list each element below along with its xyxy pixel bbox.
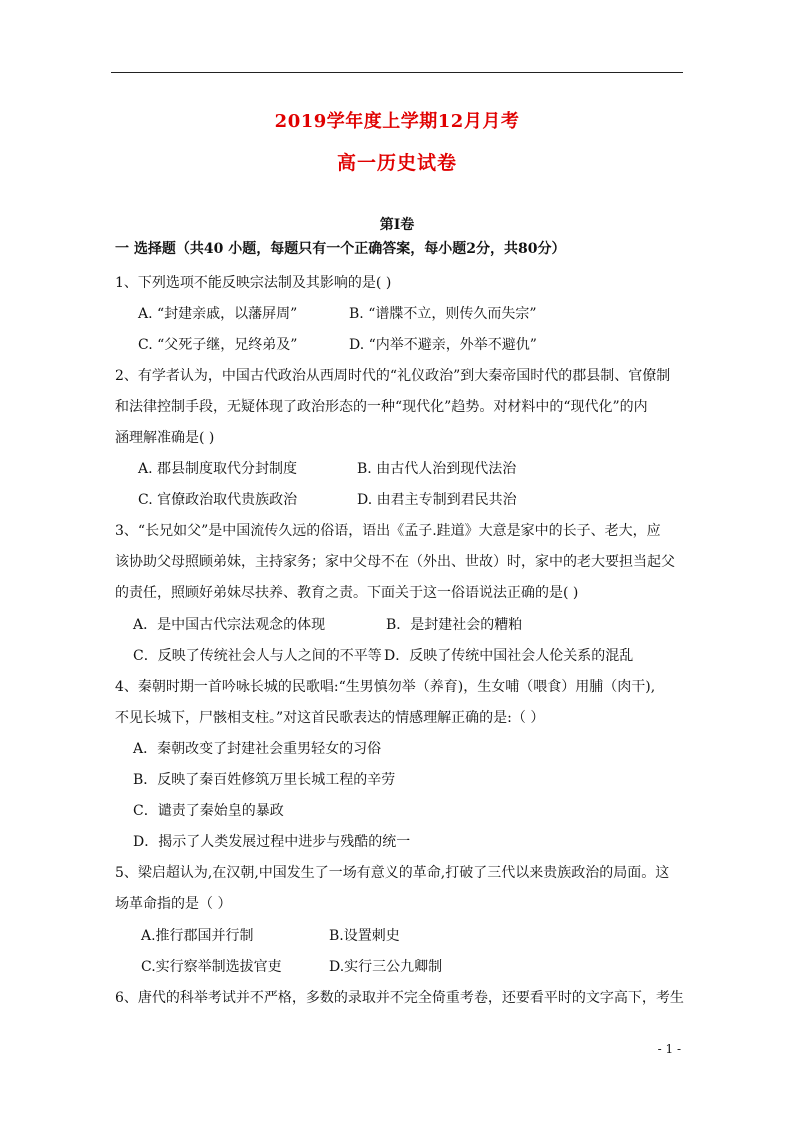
- question-3-option-b: B．是封建社会的糟粕: [386, 617, 523, 633]
- question-2-option-a: A. 郡县制度取代分封制度: [138, 461, 298, 477]
- question-5-option-c: C.实行察举制选拔官吏: [141, 959, 282, 975]
- question-5-stem-line-2: 场革命指的是（ ）: [115, 896, 232, 912]
- question-1-option-d: D. “内举不避亲，外举不避仇”: [349, 337, 537, 353]
- question-2-option-c: C. 官僚政治取代贵族政治: [138, 492, 298, 508]
- question-3-option-c: C．反映了传统社会人与人之间的不平等: [133, 648, 382, 664]
- question-5-stem-line-1: 5、梁启超认为,在汉朝,中国发生了一场有意义的革命,打破了三代以来贵族政治的局面。这: [115, 865, 670, 881]
- question-5-option-d: D.实行三公九卿制: [329, 959, 443, 975]
- top-rule: [111, 72, 683, 73]
- question-4-option-b: B．反映了秦百姓修筑万里长城工程的辛劳: [133, 772, 396, 788]
- question-3-stem-line-3: 的责任，照顾好弟妹尽扶养、教育之责。下面关于这一俗语说法正确的是( ): [115, 585, 579, 601]
- question-3-option-a: A．是中国古代宗法观念的体现: [133, 617, 326, 633]
- question-1-stem-line: 1、下列选项不能反映宗法制及其影响的是( ): [115, 275, 392, 291]
- question-5-option-b: B.设置刺史: [329, 928, 400, 944]
- question-2-stem-line-3: 涵理解准确是( ): [115, 430, 215, 446]
- question-2-option-b: B. 由古代人治到现代法治: [357, 461, 517, 477]
- section-heading: 一 选择题（共40 小题，每题只有一个正确答案，每小题2分，共80分）: [115, 241, 566, 257]
- question-3-option-d: D．反映了传统中国社会人伦关系的混乱: [384, 648, 634, 664]
- question-1-option-c: C. “父死子继，兄终弟及”: [138, 337, 298, 353]
- question-4-option-d: D．揭示了人类发展过程中进步与残酷的统一: [133, 834, 411, 850]
- question-1-option-b: B. “谱牒不立，则传久而失宗”: [349, 306, 537, 322]
- question-3-stem-line-2: 该协助父母照顾弟妹，主持家务；家中父母不在（外出、世故）时，家中的老大要担当起父: [115, 554, 675, 570]
- question-5-option-a: A.推行郡国并行制: [141, 928, 254, 944]
- question-4-option-a: A．秦朝改变了封建社会重男轻女的习俗: [133, 741, 382, 757]
- question-2-stem-line-1: 2、有学者认为，中国古代政治从西周时代的“礼仪政治”到大秦帝国时代的郡县制、官僚制: [115, 368, 671, 384]
- question-6-stem-line-1: 6、唐代的科举考试并不严格，多数的录取并不完全倚重考卷，还要看平时的文字高下，考生: [115, 990, 684, 1006]
- question-4-stem-line-2: 不见长城下，尸骸相支柱。”对这首民歌表达的情感理解正确的是:（ ）: [115, 710, 545, 726]
- question-4-stem-line-1: 4、秦朝时期一首吟咏长城的民歌唱:“生男慎勿举（养育)，生女哺（喂食）用脯（肉干),: [115, 679, 656, 695]
- question-3-stem-line-1: 3、“长兄如父”是中国流传久远的俗语，语出《孟子.跬道》大意是家中的长子、老大，应: [115, 523, 661, 539]
- exam-subtitle: 高一历史试卷: [336, 152, 457, 174]
- question-2-option-d: D. 由君主专制到君民共治: [357, 492, 517, 508]
- volume-heading: 第I卷: [379, 217, 415, 233]
- question-2-stem-line-2: 和法律控制手段，无疑体现了政治形态的一种“现代化”趋势。对材料中的“现代化”的内: [115, 399, 648, 415]
- question-1-option-a: A. “封建亲戚，以藩屏周”: [138, 306, 298, 322]
- exam-title: 2019学年度上学期12月月考: [274, 111, 520, 132]
- page-number: - 1 -: [657, 1042, 681, 1056]
- question-4-option-c: C．谴责了秦始皇的暴政: [133, 803, 284, 819]
